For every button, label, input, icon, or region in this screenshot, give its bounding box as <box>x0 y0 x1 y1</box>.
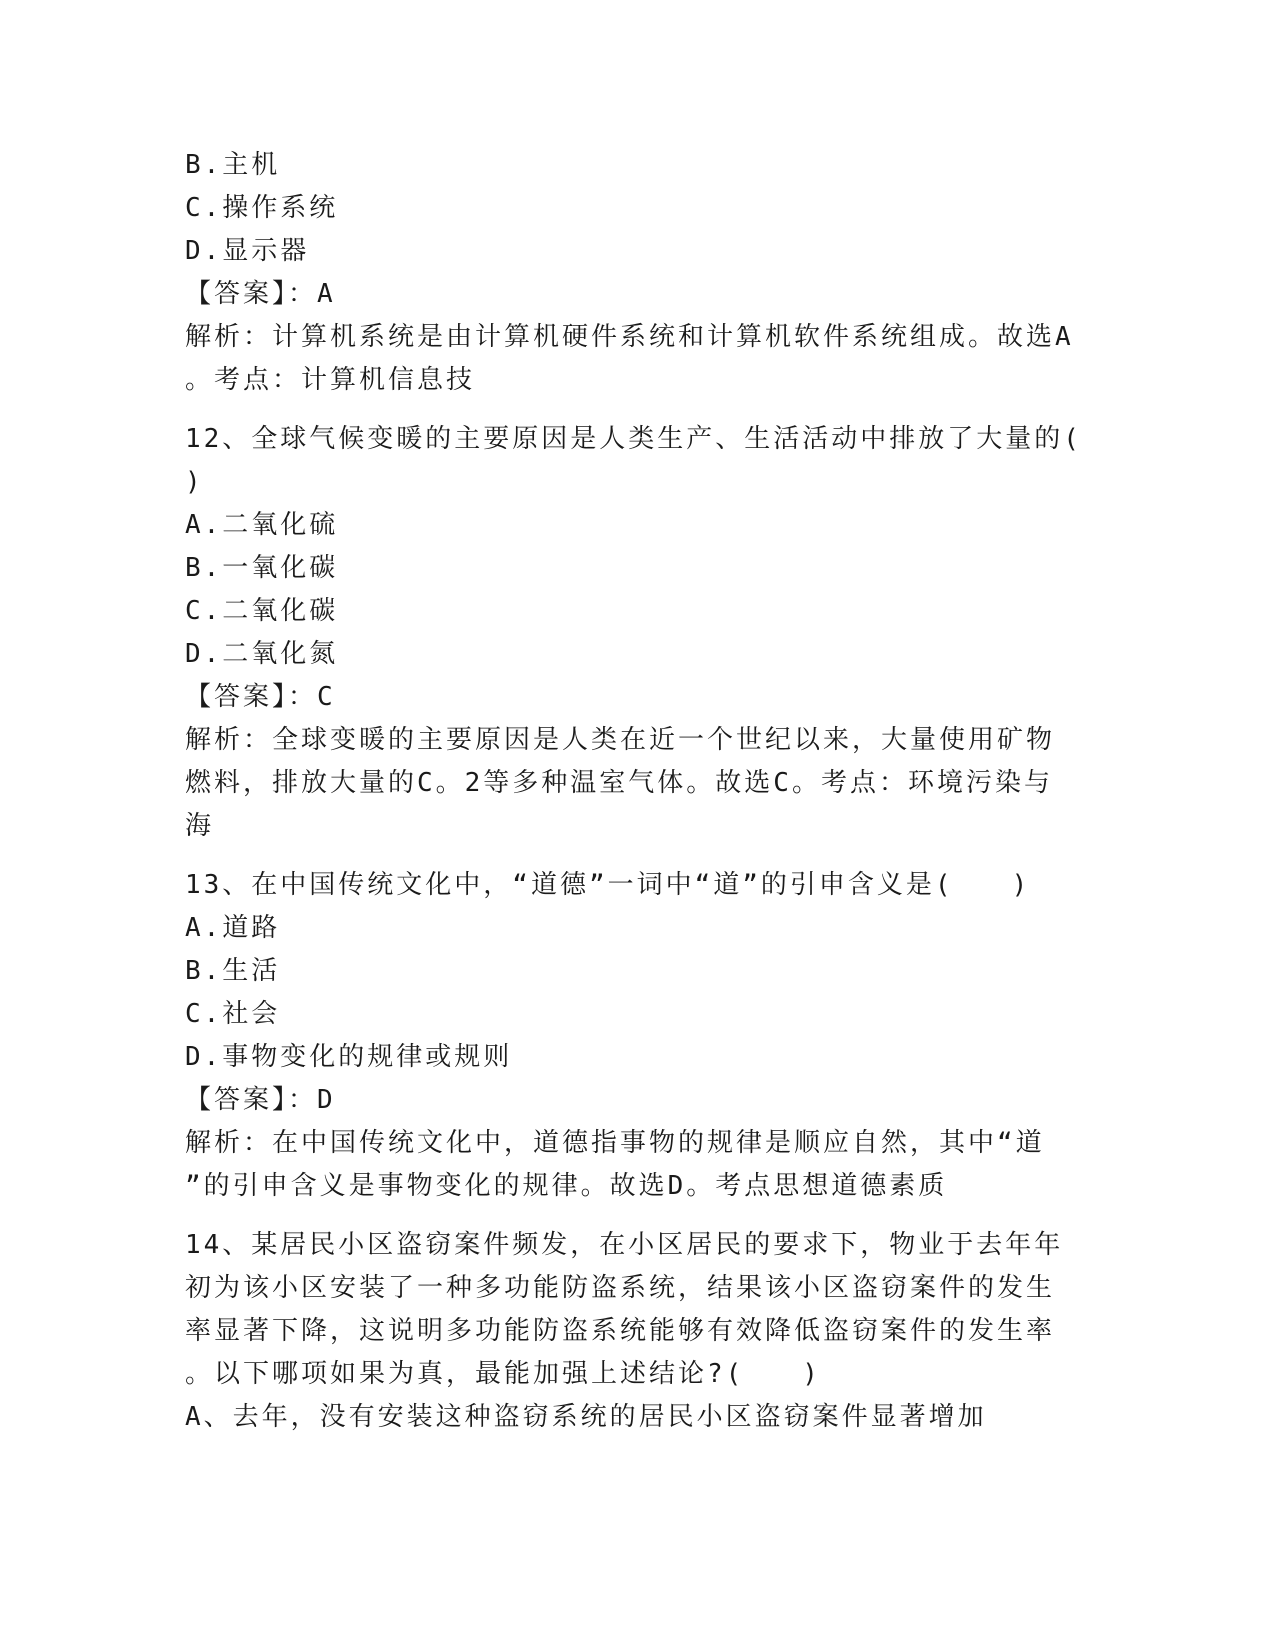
q12-option-a: A.二氧化硫 <box>185 510 339 540</box>
question-14 <box>185 1224 1085 1439</box>
q12-option-d: D.二氧化氮 <box>185 639 339 669</box>
question-13 <box>185 864 1085 1208</box>
section-gap <box>185 1208 1085 1224</box>
q13-answer: 【答案】：D <box>185 1085 336 1115</box>
q13-analysis-line-2: ”的引申含义是事物变化的规律。故选D。考点思想道德素质 <box>185 1171 948 1201</box>
q12-question-line-1: 12、全球气候变暖的主要原因是人类生产、生活活动中排放了大量的( <box>185 424 1082 454</box>
q12-analysis-line-3: 海 <box>185 811 215 841</box>
q12-analysis-line-2: 燃料，排放大量的C。2等多种温室气体。故选C。考点：环境污染与 <box>185 768 1053 798</box>
q13-question-line-1: 13、在中国传统文化中，“道德”一词中“道”的引申含义是( ) <box>185 870 1031 900</box>
q12-option-b: B.一氧化碳 <box>185 553 339 583</box>
q11-analysis-line-2: 。考点：计算机信息技 <box>185 365 476 395</box>
q13-analysis-line-1: 解析：在中国传统文化中，道德指事物的规律是顺应自然，其中“道 <box>185 1128 1045 1158</box>
q13-option-c: C.社会 <box>185 999 281 1029</box>
question-11 <box>185 144 1085 402</box>
q14-question-line-4: 。以下哪项如果为真，最能加强上述结论?( ) <box>185 1359 821 1389</box>
section-gap <box>185 848 1085 864</box>
q13-option-b: B.生活 <box>185 956 281 986</box>
question-12 <box>185 418 1085 848</box>
q11-analysis-line-1: 解析：计算机系统是由计算机硬件系统和计算机软件系统组成。故选A <box>185 322 1074 352</box>
q11-option-c: C.操作系统 <box>185 193 339 223</box>
q12-analysis-line-1: 解析：全球变暖的主要原因是人类在近一个世纪以来，大量使用矿物 <box>185 725 1056 755</box>
section-gap <box>185 402 1085 418</box>
q13-option-a: A.道路 <box>185 913 281 943</box>
q14-option-a: A、去年，没有安装这种盗窃系统的居民小区盗窃案件显著增加 <box>185 1402 987 1432</box>
q12-answer: 【答案】：C <box>185 682 336 712</box>
q14-question-line-1: 14、某居民小区盗窃案件频发，在小区居民的要求下，物业于去年年 <box>185 1230 1064 1260</box>
q14-question-line-3: 率显著下降，这说明多功能防盗系统能够有效降低盗窃案件的发生率 <box>185 1316 1056 1346</box>
q12-option-c: C.二氧化碳 <box>185 596 339 626</box>
q14-question-line-2: 初为该小区安装了一种多功能防盗系统，结果该小区盗窃案件的发生 <box>185 1273 1056 1303</box>
document-content <box>185 144 1085 1439</box>
q11-answer: 【答案】：A <box>185 279 336 309</box>
q12-question-line-2: ) <box>185 467 204 497</box>
q11-option-b: B.主机 <box>185 150 281 180</box>
q13-option-d: D.事物变化的规律或规则 <box>185 1042 513 1072</box>
q11-option-d: D.显示器 <box>185 236 310 266</box>
